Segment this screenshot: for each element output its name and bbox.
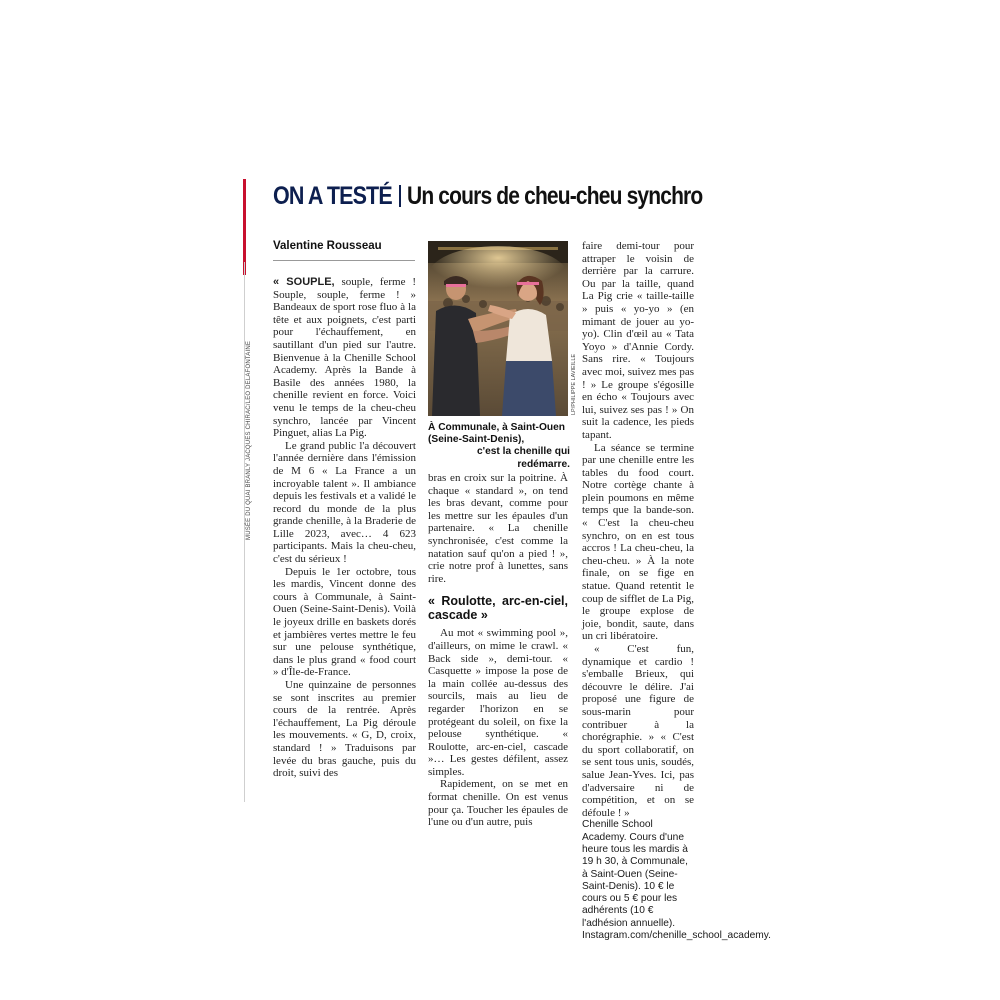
paragraph: Le grand public l'a découvert l'année dernière dans l'émission de M 6 « La France a un incroyable talent ». Il ambiance depuis les festivals et a validé le record du monde de la plus grande chenille, à la Braderie de Lille 2023, avec… 4 623 participants. Mais la cheu-cheu, c'est du sérieux ! bbox=[273, 439, 416, 566]
column-1 bbox=[273, 276, 416, 780]
subheading: « Roulotte, arc-en-ciel, cascade » bbox=[428, 594, 568, 622]
caption-line: c'est la chenille qui redémarre. bbox=[476, 446, 570, 470]
paragraph: Rapidement, on se met en format chenille. On est venus pour ça. Toucher les épaules de l'une ou d'un autre, puis bbox=[428, 778, 568, 829]
photo-credit: LP/PHILIPPE LAVIEILLE bbox=[571, 353, 577, 415]
side-credit: MUSÉE DU QUAI BRANLY JACQUES CHIRAC/LEO DELAFONTAINE bbox=[246, 340, 252, 540]
article-photo bbox=[428, 241, 568, 416]
paragraph: Depuis le 1er octobre, tous les mardis, Vincent donne des cours à Communale, à Saint-Ouen (Seine-Saint-Denis). Voilà le joyeux drille en baskets dorés et jambières vertes mettre le feu sur une pelouse synthétique, dans le plus grand « food court » d'Île-de-France. bbox=[273, 565, 416, 679]
paragraph: La séance se termine par une chenille entre les tables du food court. Notre cortège chante à plein poumons en même temps que la bande-son. « C'est la cheu-cheu synchro, on en est tous accros ! La cheu-cheu, la cheu-cheu. » À la note finale, on se fige en statue. Quand retentit le coup de sifflet de La Pig, le groupe explose de joie, bondit, saute, dans un cri libératoire. bbox=[582, 441, 694, 643]
paragraph: faire demi-tour pour attraper le voisin de derrière par la carrure. Ou par la taille, quand La Pig crie « taille-taille » puis « yo-yo » (en mimant de jouer au yo-yo). Clin d'œil au « Tata Yoyo » d'Annie Cordy. Sans rire. « Toujours avec moi, suivez mes pas ! » Le groupe s'égosille en écho « Toujours avec lui, suivez ses pas ! » On suit la cadence, les pieds tapant. bbox=[582, 240, 694, 441]
caption-line: (Seine-Saint-Denis), bbox=[428, 434, 525, 446]
paragraph-intro: « SOUPLE, souple, ferme ! Souple, souple, ferme ! » Bandeaux de sport rose fluo à la tête et aux poignets, c'est parti pour l'échauffement, en sautillant d'un pied sur l'autre. Bienvenue à la Chenille School Academy. Après la Bande à Basile des années 1980, la chenille revient en force. Voici venu le temps de la cheu-cheu synchro, lancée par Vincent Pinguet, alias La Pig. bbox=[273, 276, 416, 440]
kicker: ON A TESTÉ bbox=[273, 182, 392, 210]
practical-info: Chenille School Academy. Cours d'une heure tous les mardis à 19 h 30, à Communale, à Saint-Ouen (Seine-Saint-Denis). 10 € le cours ou 5 € pour les adhérents (10 € l'adhésion annuelle). Instagram.com/chenille_school_academy. bbox=[582, 819, 771, 941]
article-title bbox=[273, 182, 759, 218]
byline: Valentine Rousseau bbox=[273, 240, 382, 252]
column-3 bbox=[582, 240, 771, 942]
paragraph: « C'est fun, dynamique et cardio ! s'emballe Brieux, qui découvre le délire. J'ai proposé une figure de sous-marin pour contribuer à la chorégraphie. » « C'est du sport collaboratif, on se sent tous unis, soudés, salue Jean-Yves. Ici, pas d'adversaire ni de compétition, et on se défoule ! » bbox=[582, 643, 694, 819]
paragraph: bras en croix sur la poitrine. À chaque « standard », on tend les bras devant, comme pour les mettre sur les épaules d'un partenaire. « La chenille synchronisée, c'est comme la natation sauf qu'on a pied ! », crie notre prof à lunettes, sans rire. bbox=[428, 472, 568, 585]
headline: Un cours de cheu-cheu synchro bbox=[407, 182, 703, 210]
column-divider bbox=[244, 262, 245, 802]
byline-rule bbox=[273, 260, 415, 261]
title-separator bbox=[399, 185, 401, 207]
lead-word: « SOUPLE, bbox=[273, 276, 335, 288]
paragraph: Une quinzaine de personnes se sont inscrites au premier cours de la rentrée. Après l'échauffement, La Pig déroule les mouvements. « G, D, croix, standard ! » Traduisons par levée du bras gauche, puis du droit, suivi des bbox=[273, 679, 416, 780]
column-2 bbox=[428, 472, 568, 829]
photo-caption bbox=[428, 422, 570, 471]
paragraph: Au mot « swimming pool », d'ailleurs, on mime le crawl. « Back side », demi-tour. « Casquette » impose la pose de la main collée au-dessus des sourcils, mais au lieu de regarder l'horizon en se protégeant du soleil, on fixe la pelouse synthétique. « Roulotte, arc-en-ciel, cascade »… Les gestes défilent, assez simples. bbox=[428, 627, 568, 778]
caption-line: À Communale, à Saint-Ouen bbox=[428, 422, 565, 433]
section-accent-bar bbox=[243, 179, 246, 275]
